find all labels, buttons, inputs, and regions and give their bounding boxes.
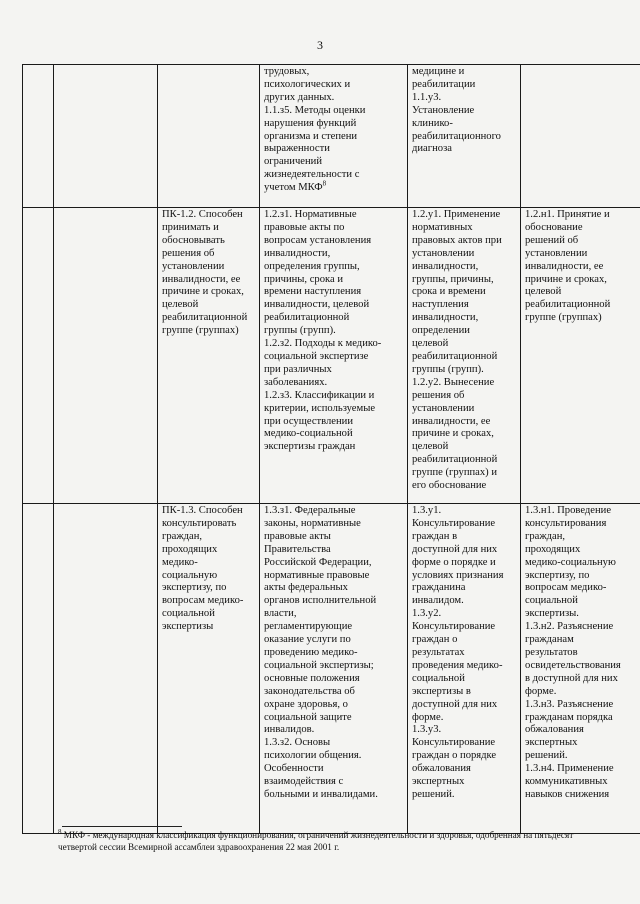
cell-text-line: трудовых, xyxy=(264,66,310,77)
cell-text-line: охране здоровья, о xyxy=(264,698,348,710)
cell-text-line: экспертизы граждан xyxy=(264,441,356,453)
cell-text-line: 1.2.н1. Принятие и xyxy=(525,209,610,220)
cell-text-line: освидетельствования xyxy=(525,659,621,671)
cell-text-line: Особенности xyxy=(264,763,324,775)
footnote-reference: 8 xyxy=(322,179,327,188)
footnote-line-2: четвертой сессии Всемирной ассамблеи здравоохранения 22 мая 2001 г. xyxy=(58,841,340,852)
cell-text-line: установлении xyxy=(162,260,225,272)
cell-text-line: инвалидности, ее xyxy=(412,415,491,427)
cell-text-line: инвалидом. xyxy=(412,595,464,607)
competency-cell xyxy=(158,504,260,834)
cell-text-line: медицине и xyxy=(412,66,465,77)
practice-cell xyxy=(521,65,640,208)
practice-cell xyxy=(521,208,640,504)
cell-text-line: инвалидности, ее xyxy=(162,273,241,285)
cell-text-line: учетом МКФ xyxy=(264,182,323,194)
cell-text-line: 1.2.з3. Классификации и xyxy=(264,389,375,401)
cell-text-line: инвалидности, ее xyxy=(525,260,604,272)
footnote-marker: 8 xyxy=(58,827,62,836)
cell-text-line: других данных. xyxy=(264,91,335,103)
table-row xyxy=(23,208,640,504)
cell-text-line: целевой xyxy=(412,441,449,453)
cell-text-line: вопросам медико- xyxy=(162,595,244,607)
cell-text-line: проведению медико- xyxy=(264,646,358,658)
cell-text-line: группы (групп). xyxy=(264,325,336,337)
cell-text-line: социальной xyxy=(162,608,215,620)
cell-text-line: решений об xyxy=(525,234,579,246)
skills-cell xyxy=(408,208,521,504)
cell-text-line: форме. xyxy=(525,685,557,697)
cell-text-line: 1.3.н3. Разъяснение xyxy=(525,698,614,710)
cell-text-line: 1.3.у3. xyxy=(412,724,442,736)
cell-text-line: при осуществлении xyxy=(264,415,354,427)
cell-text-line: группе (группах) xyxy=(525,312,602,324)
cell-text-line: гражданам порядка xyxy=(525,711,613,723)
cell-text-line: ПК-1.3. Способен xyxy=(162,505,243,516)
cell-text-line: доступной для них xyxy=(412,543,498,555)
cell-text-line: обосновывать xyxy=(162,234,225,246)
cell-text-line: причине и сроках, xyxy=(162,286,244,298)
cell-text-line: реабилитации xyxy=(412,78,476,90)
cell-text-line: организма и степени xyxy=(264,130,358,142)
cell-text-line: экспертных xyxy=(525,737,578,749)
cell-text-line: психологических и xyxy=(264,78,351,90)
cell-text-line: целевой xyxy=(412,338,449,350)
cell-text-line: жизнедеятельности с xyxy=(264,169,360,181)
knowledge-cell xyxy=(260,504,408,834)
cell-text-line: экспертных xyxy=(412,776,465,788)
cell-text-line: целевой xyxy=(162,299,199,311)
cell-text-line: социальную xyxy=(162,569,218,581)
knowledge-cell xyxy=(260,208,408,504)
cell-text-line: результатов xyxy=(525,646,578,658)
cell-text-line: экспертизы. xyxy=(525,608,579,620)
table-row xyxy=(23,65,640,208)
cell-text-line: причины, срока и xyxy=(264,273,344,285)
cell-text-line: социальной защите xyxy=(264,711,352,723)
cell-text-line: граждан о xyxy=(412,634,458,646)
cell-text-line: 1.3.у1. xyxy=(412,505,442,516)
cell-text-line: 1.1.з5. Методы оценки xyxy=(264,104,366,116)
cell-text-line: 1.2.у2. Вынесение xyxy=(412,376,495,388)
cell-text-line: 1.3.з1. Федеральные xyxy=(264,505,356,516)
cell-text-line: 1.2.у1. Применение xyxy=(412,209,501,220)
cell-text-line: реабилитационной xyxy=(525,299,611,311)
cell-text-line: 1.3.у2. xyxy=(412,608,442,620)
empty-cell-section xyxy=(54,504,158,834)
cell-text-line: больными и инвалидами. xyxy=(264,788,378,800)
cell-text-line: законы, нормативные xyxy=(264,517,361,529)
cell-text-line: нормативные правовые xyxy=(264,569,370,581)
empty-cell-section xyxy=(54,65,158,208)
cell-text-line: срока и времени xyxy=(412,286,486,298)
cell-text-line: реабилитационной xyxy=(264,312,350,324)
cell-text-line: Российской Федерации, xyxy=(264,556,372,568)
cell-text-line: консультирования xyxy=(525,517,607,529)
cell-text-line: Правительства xyxy=(264,543,331,555)
table-row xyxy=(23,504,640,834)
cell-text-line: целевой xyxy=(525,286,562,298)
cell-text-line: коммуникативных xyxy=(525,776,608,788)
cell-text-line: медико-социальной xyxy=(264,428,353,440)
cell-text-line: регламентирующие xyxy=(264,621,353,633)
cell-text-line: Установление xyxy=(412,104,475,116)
cell-text-line: определения группы, xyxy=(264,260,360,272)
cell-text-line: правовые акты xyxy=(264,530,331,542)
cell-text-line: социальной экспертизе xyxy=(264,350,369,362)
cell-text-line: причине и сроках, xyxy=(525,273,607,285)
footnote-line-1: $^8$ МКФ - международная классификация функционирования, ограничений жизнедеятельности и здоровья, одобренная на пятьдесят xyxy=(58,827,574,840)
cell-text-line: взаимодействия с xyxy=(264,776,344,788)
cell-text-line: медико- xyxy=(162,556,198,568)
cell-text-line: 1.3.н1. Проведение xyxy=(525,505,612,516)
cell-text-line: принимать и xyxy=(162,221,219,233)
cell-text-line: группе (группах) xyxy=(162,325,239,337)
cell-text-line: правовых актов при xyxy=(412,234,502,246)
page-number: 3 xyxy=(317,38,323,52)
cell-text-line: инвалидности, целевой xyxy=(264,299,370,311)
cell-text-line: доступной для них xyxy=(412,698,498,710)
cell-text-line: реабилитационной xyxy=(162,312,248,324)
cell-text-line: клинико- xyxy=(412,117,453,129)
cell-text-line: медико-социальную xyxy=(525,556,616,568)
cell-text-line: власти, xyxy=(264,608,297,620)
cell-text-line: инвалидности, xyxy=(264,247,331,259)
cell-text-line: 1.1.у3. xyxy=(412,91,442,103)
skills-cell xyxy=(408,65,521,208)
cell-text-line: 1.3.н2. Разъяснение xyxy=(525,621,614,633)
cell-text-line: критерии, используемые xyxy=(264,402,376,414)
cell-text-line: условиях признания xyxy=(412,569,504,581)
empty-cell-section xyxy=(54,208,158,504)
cell-text-line: Консультирование xyxy=(412,517,496,529)
cell-text-line: решений. xyxy=(525,750,568,762)
cell-text-line: гражданина xyxy=(412,582,466,594)
cell-text-line: оказание услуги по xyxy=(264,634,351,646)
cell-text-line: экспертизы в xyxy=(412,685,471,697)
cell-text-line: решения об xyxy=(412,389,465,401)
cell-text-line: обжалования xyxy=(412,763,471,775)
cell-text-line: обоснование xyxy=(525,221,583,233)
knowledge-cell xyxy=(260,65,408,208)
cell-text-line: реабилитационной xyxy=(412,454,498,466)
cell-text-line: ограничений xyxy=(264,156,323,168)
cell-text-line: 1.2.з2. Подходы к медико- xyxy=(264,338,382,350)
skills-cell xyxy=(408,504,521,834)
cell-text-line: инвалидности, xyxy=(412,312,479,324)
cell-text-line: проходящих xyxy=(525,543,581,555)
cell-text-line: причине и сроках, xyxy=(412,428,494,440)
cell-text-line: группе (группах) и xyxy=(412,467,497,479)
cell-text-line: времени наступления xyxy=(264,286,362,298)
cell-text-line: решений. xyxy=(412,788,455,800)
cell-text-line: социальной экспертизы; xyxy=(264,659,374,671)
cell-text-line: граждан о порядке xyxy=(412,750,497,762)
cell-text-line: диагноза xyxy=(412,143,452,155)
cell-text-line: группы, причины, xyxy=(412,273,494,285)
cell-text-line: навыков снижения xyxy=(525,788,610,800)
cell-text-line: обжалования xyxy=(525,724,584,736)
cell-text-line: основные положения xyxy=(264,672,360,684)
competency-table xyxy=(22,64,640,834)
practice-cell xyxy=(521,504,640,834)
cell-text-line: в доступной для них xyxy=(525,672,618,684)
cell-text-line: 1.3.з2. Основы xyxy=(264,737,331,749)
cell-text-line: Консультирование xyxy=(412,621,496,633)
cell-text-line: ПК-1.2. Способен xyxy=(162,209,243,220)
competency-cell xyxy=(158,65,260,208)
cell-text-line: группы (групп). xyxy=(412,363,484,375)
cell-text-line: вопросам медико- xyxy=(525,582,607,594)
cell-text-line: акты федеральных xyxy=(264,582,348,594)
footnote xyxy=(58,827,618,853)
cell-text-line: инвалидности, xyxy=(412,260,479,272)
cell-text-line: его обоснование xyxy=(412,480,487,492)
cell-text-line: наступления xyxy=(412,299,469,311)
footnote-separator xyxy=(62,826,182,827)
cell-text-line: гражданам xyxy=(525,634,574,646)
empty-cell-index xyxy=(23,65,54,208)
cell-text-line: граждан, xyxy=(525,530,566,542)
cell-text-line: установлении xyxy=(525,247,588,259)
cell-text-line: проходящих xyxy=(162,543,218,555)
cell-text-line: органов исполнительной xyxy=(264,595,377,607)
empty-cell-index xyxy=(23,504,54,834)
cell-text-line: 1.2.з1. Нормативные xyxy=(264,209,357,220)
cell-text-line: граждан в xyxy=(412,530,458,542)
cell-text-line: психологии общения. xyxy=(264,750,362,762)
cell-text-line: вопросам установления xyxy=(264,234,372,246)
cell-text-line: экспертизу, по xyxy=(525,569,590,581)
cell-text-line: социальной xyxy=(525,595,578,607)
cell-text-line: нормативных xyxy=(412,221,473,233)
cell-text-line: определении xyxy=(412,325,470,337)
cell-text-line: Консультирование xyxy=(412,737,496,749)
cell-text-line: нарушения функций xyxy=(264,117,357,129)
cell-text-line: выраженности xyxy=(264,143,330,155)
cell-text-line: экспертизу, по xyxy=(162,582,227,594)
cell-text-line: при различных xyxy=(264,363,332,375)
cell-text-line: результатах xyxy=(412,646,465,658)
cell-text-line: форме о порядке и xyxy=(412,556,496,568)
cell-text-line: граждан, xyxy=(162,530,203,542)
cell-text-line: правовые акты по xyxy=(264,221,345,233)
cell-text-line: социальной xyxy=(412,672,465,684)
cell-text-line: проведения медико- xyxy=(412,659,503,671)
cell-text-line: форме. xyxy=(412,711,444,723)
competency-cell xyxy=(158,208,260,504)
cell-text-line: установлении xyxy=(412,402,475,414)
cell-text-line: заболеваниях. xyxy=(264,376,328,388)
cell-text-line: установлении xyxy=(412,247,475,259)
cell-text-line: инвалидов. xyxy=(264,724,315,736)
cell-text-line: реабилитационной xyxy=(412,350,498,362)
cell-text-line: реабилитационного xyxy=(412,130,501,142)
cell-text-line: экспертизы xyxy=(162,621,214,633)
cell-text-line: решения об xyxy=(162,247,215,259)
cell-text-line: консультировать xyxy=(162,517,237,529)
cell-text-line: законодательства об xyxy=(264,685,355,697)
empty-cell-index xyxy=(23,208,54,504)
cell-text-line: 1.3.н4. Применение xyxy=(525,763,614,775)
